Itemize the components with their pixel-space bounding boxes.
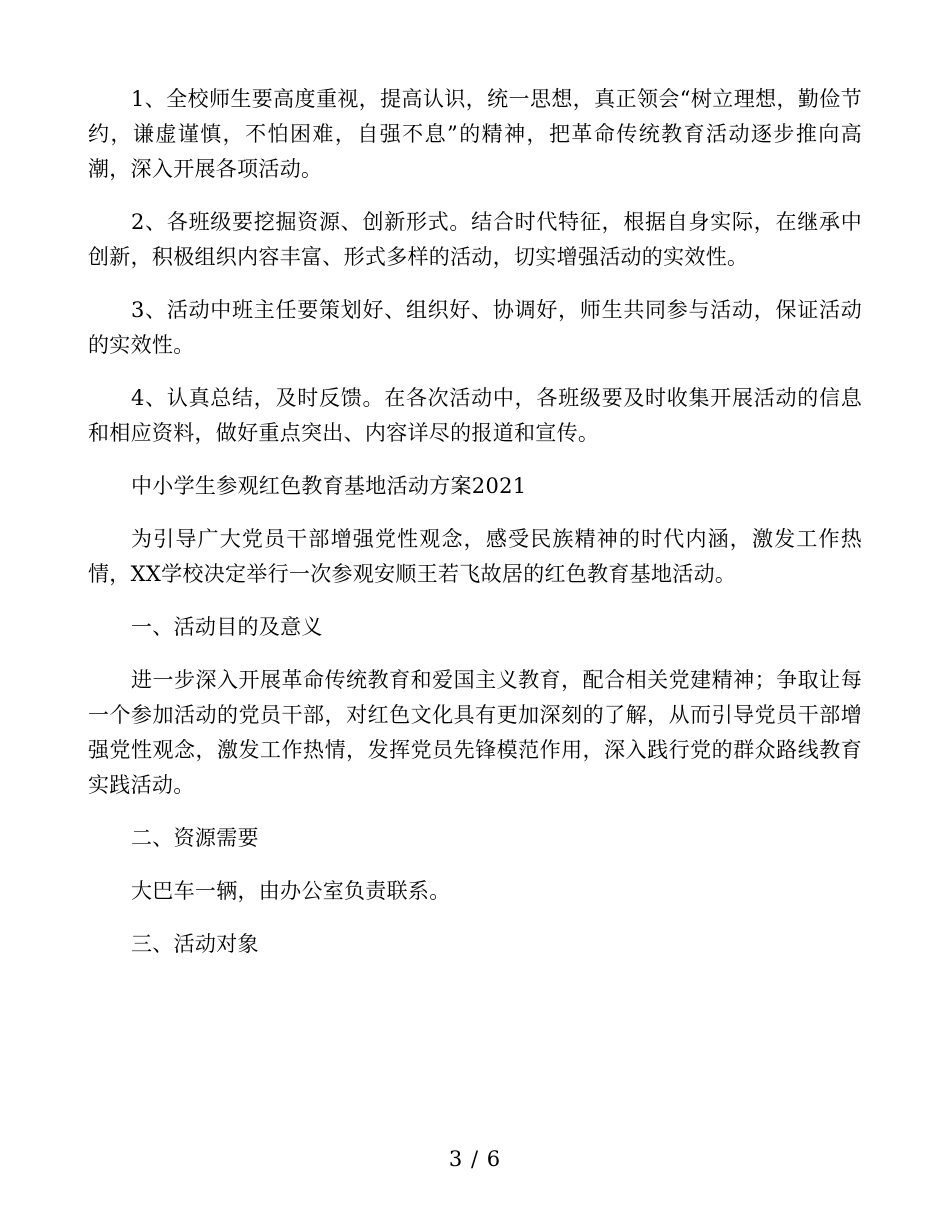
- paragraph-intro: 为引导广大党员干部增强党性观念，感受民族精神的时代内涵，激发工作热情，XX学校决定举行一次参观安顺王若飞故居的红色教育基地活动。: [88, 527, 862, 586]
- paragraph-purpose: 进一步深入开展革命传统教育和爱国主义教育，配合相关党建精神；争取让每一个参加活动的党员干部，对红色文化具有更加深刻的了解，从而引导党员干部增强党性观念，激发工作热情，发挥党员先锋模范作用，深入践行党的群众路线教育实践活动。: [88, 668, 862, 797]
- paragraph-requirement-1: 1、全校师生要高度重视，提高认识，统一思想，真正领会“树立理想，勤俭节约，谦虚谨慎，不怕困难，自强不息”的精神，把革命传统教育活动逐步推向高潮，深入开展各项活动。: [88, 87, 862, 181]
- paragraph-resources: 大巴车一辆，由办公室负责联系。: [131, 879, 451, 903]
- section-heading-purpose: 一、活动目的及意义: [131, 615, 323, 639]
- paragraph-requirement-2: 2、各班级要挖掘资源、创新形式。结合时代特征，根据自身实际，在继承中创新，积极组织内容丰富、形式多样的活动，切实增强活动的实效性。: [88, 210, 862, 269]
- plan-title: 中小学生参观红色教育基地活动方案2021: [131, 474, 527, 498]
- document-body: [88, 82, 862, 980]
- section-heading-resources: 二、资源需要: [131, 826, 259, 850]
- paragraph-requirement-3: 3、活动中班主任要策划好、组织好、协调好，师生共同参与活动，保证活动的实效性。: [88, 298, 862, 357]
- section-heading-audience: 三、活动对象: [131, 932, 259, 956]
- page-number: 3 / 6: [448, 1147, 502, 1171]
- paragraph-requirement-4: 4、认真总结，及时反馈。在各次活动中，各班级要及时收集开展活动的信息和相应资料，做好重点突出、内容详尽的报道和宣传。: [88, 386, 862, 445]
